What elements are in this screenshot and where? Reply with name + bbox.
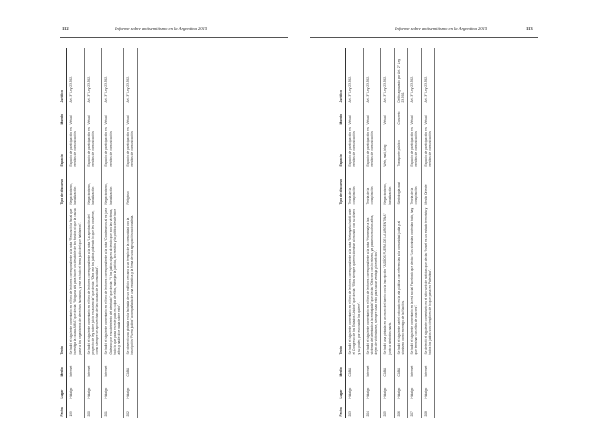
column-header: Medio xyxy=(58,356,67,378)
table-row xyxy=(102,48,124,418)
page-number: 113 xyxy=(526,26,533,31)
table-cell: Art. 3° Ley 23.592. xyxy=(363,48,381,104)
table-cell: Negacionismo, banalización xyxy=(67,168,85,206)
table-cell: Se halló el siguiente comentario en el foro de lectores correspondiente a la nota “Renunció la fiscal que investiga la causa AMIA” que decía: “Ninguna ahi para hacer un desdoble de los fondos ni que la causa pase a los organismos de derechos humanos, y ese es todo el tema judio del que hablamos”. xyxy=(67,206,85,356)
table-header-row xyxy=(58,48,67,418)
page-number: 112 xyxy=(62,26,69,31)
table-cell: Teoría de la conspiración xyxy=(346,168,364,206)
table-cell: Art. 3° Ley 23.592. xyxy=(84,48,102,104)
table-cell: Art. 3° Ley 23.592. xyxy=(381,48,394,104)
table-cell: Internet xyxy=(102,356,124,378)
table-cell: Art. 3° Ley 23.592. xyxy=(124,48,137,104)
table-cell: Virtual xyxy=(124,104,137,126)
table-cell: Teoría de la conspiración xyxy=(363,168,381,206)
table-row xyxy=(381,48,394,418)
table-cell: Art. 3° Ley 23.592. xyxy=(421,48,434,104)
table-cell: Art. 3° Ley 23.592. xyxy=(67,48,85,104)
table-cell: 203 xyxy=(346,400,364,418)
column-header: Fecha xyxy=(58,400,67,418)
column-header: Fecha xyxy=(337,400,346,418)
table-cell: 199 xyxy=(67,400,85,418)
table-cell: Se halló el siguiente comentario en la red social Facebook que decía: “Los sionistas controlan todo, hay que terminar con ellos de una vez”. xyxy=(408,206,421,356)
table-cell: Virtual xyxy=(84,104,102,126)
table-cell: Internet xyxy=(421,356,434,378)
table-row xyxy=(67,48,85,418)
table-cell: Espacio de participación en medios de comunicación xyxy=(363,126,381,168)
table-cell: Se observó una pintada en la fachada de un edificio cercano a un templo de la comunidad con la inscripción “Fuera judíos” acompañada de una esvástica y la firma de una agrupación nacionalista. xyxy=(124,206,137,356)
table-cell: Art. 3° Ley 23.592. xyxy=(408,48,421,104)
table-cell: Virtual xyxy=(363,104,381,126)
table-cell: Internet xyxy=(363,356,381,378)
table-cell: Hidalgo xyxy=(84,378,102,400)
column-header: Texto xyxy=(58,206,67,356)
table-cell: Se detectó el siguiente comentario en el sitio web de noticias que decía: “Israel es un estado terrorista y todos los judíos son cómplices de lo que pasa en Palestina”. xyxy=(421,206,434,356)
table-row xyxy=(363,48,381,418)
table-cell: Hidalgo xyxy=(421,378,434,400)
table-cell: 206 xyxy=(394,400,407,418)
table-cell: Virtual xyxy=(346,104,364,126)
table-cell: Virtual xyxy=(67,104,85,126)
table-cell: Concreto xyxy=(394,104,407,126)
table-cell: Espacio de participación en medios de comunicación xyxy=(84,126,102,168)
table-cell: 202 xyxy=(124,400,137,418)
table-cell: Virtual xyxy=(421,104,434,126)
table-cell: Virtual xyxy=(408,104,421,126)
column-header: Jurídico xyxy=(337,48,346,104)
table-cell: 205 xyxy=(381,400,394,418)
running-title: Informe sobre antisemitismo en la Argentina 2015 xyxy=(395,26,488,31)
table-cell: Virtual xyxy=(381,104,394,126)
table-row xyxy=(124,48,137,418)
table-cell: Se halló el siguiente cartel colocado en la vía pública con referencias a la comunidad judía y al sionismo como enemigo de la Nación. xyxy=(394,206,407,356)
table-cell: Hidalgo xyxy=(394,378,407,400)
table-cell: Espacio de participación en medios de comunicación xyxy=(408,126,421,168)
column-header: Lugar xyxy=(58,378,67,400)
table-cell: Se halló el siguiente comentario en el foro de lectores correspondiente a la nota “Condenaron al ex juez Galeano por encubrimiento del atentado” que decía: “Y los judíos siguen diciendo que son las víctimas, todo lo que pasa en este país es culpa de ellos, manejan la justicia, los medios y la política desde hace años y nadie dice nada sobre esto”. xyxy=(102,206,124,356)
table-cell: 204 xyxy=(363,400,381,418)
table-cell: CABA xyxy=(124,356,137,378)
column-header: Espacio xyxy=(58,126,67,168)
table-row xyxy=(84,48,102,418)
header-rule xyxy=(310,37,538,38)
table-row xyxy=(346,48,364,418)
table-cell: Simbología nazi xyxy=(394,168,407,206)
rotated-table xyxy=(337,48,557,418)
column-header: Tipo de discurso xyxy=(337,168,346,206)
table-cell: Negacionismo, banalización xyxy=(381,168,394,206)
table-cell: Negacionismo, banalización xyxy=(84,168,102,206)
table-cell: Hidalgo xyxy=(408,378,421,400)
table-cell: Internet xyxy=(84,356,102,378)
table-cell: Religioso xyxy=(124,168,137,206)
table-cell: Espacio de participación en medios de comunicación xyxy=(67,126,85,168)
table-cell: Internet xyxy=(408,356,421,378)
table-cell: Virtual xyxy=(102,104,124,126)
running-title: Informe sobre antisemitismo en la Argentina 2015 xyxy=(115,26,208,31)
table-cell: Negacionismo, banalización xyxy=(102,168,124,206)
column-header: Tipo de discurso xyxy=(58,168,67,206)
column-header: Texto xyxy=(337,206,346,356)
table-cell: Teoría de la conspiración xyxy=(408,168,421,206)
table-cell: Art. 3° Ley 23.592. xyxy=(346,48,364,104)
table-cell: Espacio de participación en medios de comunicación xyxy=(421,126,434,168)
incidents-table xyxy=(337,48,435,418)
table-cell: Hidalgo xyxy=(363,378,381,400)
table-cell: Art. 3° Ley 23.592. xyxy=(102,48,124,104)
table-cell: Hidalgo xyxy=(346,378,364,400)
table-cell: Web, mail, blog xyxy=(381,126,394,168)
table-row xyxy=(394,48,407,418)
table-cell: Medio Oriente xyxy=(421,168,434,206)
column-header: Espacio xyxy=(337,126,346,168)
column-header: Lugar xyxy=(337,378,346,400)
table-cell: Hidalgo xyxy=(124,378,137,400)
table-cell: Espacio de participación en medios de comunicación xyxy=(102,126,124,168)
table-cell: 207 xyxy=(408,400,421,418)
column-header: Mundo xyxy=(58,104,67,126)
table-cell: Se halló el siguiente comentario en el foro de lectores correspondiente a la nota “La aprobación del proyecto de ley sobre juicio en ausencia” que decía: “Otra vez los judíos pidiendo lo que les conviene, como siempre se aprovechan de las causas de la comunidad”. xyxy=(84,206,102,356)
header-rule xyxy=(60,37,288,38)
column-header: Medio xyxy=(337,356,346,378)
table-cell: CABA xyxy=(381,356,394,378)
table-cell: Espacio de participación en medios de comunicación xyxy=(124,126,137,168)
table-cell: 200 xyxy=(84,400,102,418)
column-header: Mundo xyxy=(337,104,346,126)
table-cell: Hidalgo xyxy=(381,378,394,400)
table-cell: 201 xyxy=(102,400,124,418)
table-cell: Se halló una pintada en un muro del barrio con la inscripción “JUDÍOS FUERA DE LA ARGENTINA” junto a símbolos nazis. xyxy=(381,206,394,356)
table-cell: Hidalgo xyxy=(102,378,124,400)
rotated-table xyxy=(58,48,278,418)
table-cell: 208 xyxy=(421,400,434,418)
table-row xyxy=(421,48,434,418)
table-row xyxy=(408,48,421,418)
table-cell: Transporte público xyxy=(394,126,407,168)
table-cell: CABA xyxy=(394,356,407,378)
table-cell: Se halló el siguiente comentario en el foro de lectores correspondiente a la nota “Homenaje a las víctimas del atentado a la embajada” que decía: “Otra vez con lo mismo, ya pasaron muchos años, dejen de victimizarse, siempre usan esto para sacar ventaja y beneficios”. xyxy=(363,206,381,356)
table-cell: CABA xyxy=(346,356,364,378)
table-cell: Se halló el siguiente comentario en el foro de lectores correspondiente a la nota “Netanyahu habló ante el Congreso de los Estados Unidos” que decía: “Ellos siempre quieren dominar al mundo con su dinero y su poder, por eso nadie los quiere”. xyxy=(346,206,364,356)
table-cell: Delito agravado por Art. 2° Ley 23.592. xyxy=(394,48,407,104)
table-cell: Internet xyxy=(67,356,85,378)
table-cell: Espacio de participación en medios de comunicación xyxy=(346,126,364,168)
table-cell: Hidalgo xyxy=(67,378,85,400)
incidents-table xyxy=(58,48,138,418)
column-header: Jurídico xyxy=(58,48,67,104)
table-header-row xyxy=(337,48,346,418)
